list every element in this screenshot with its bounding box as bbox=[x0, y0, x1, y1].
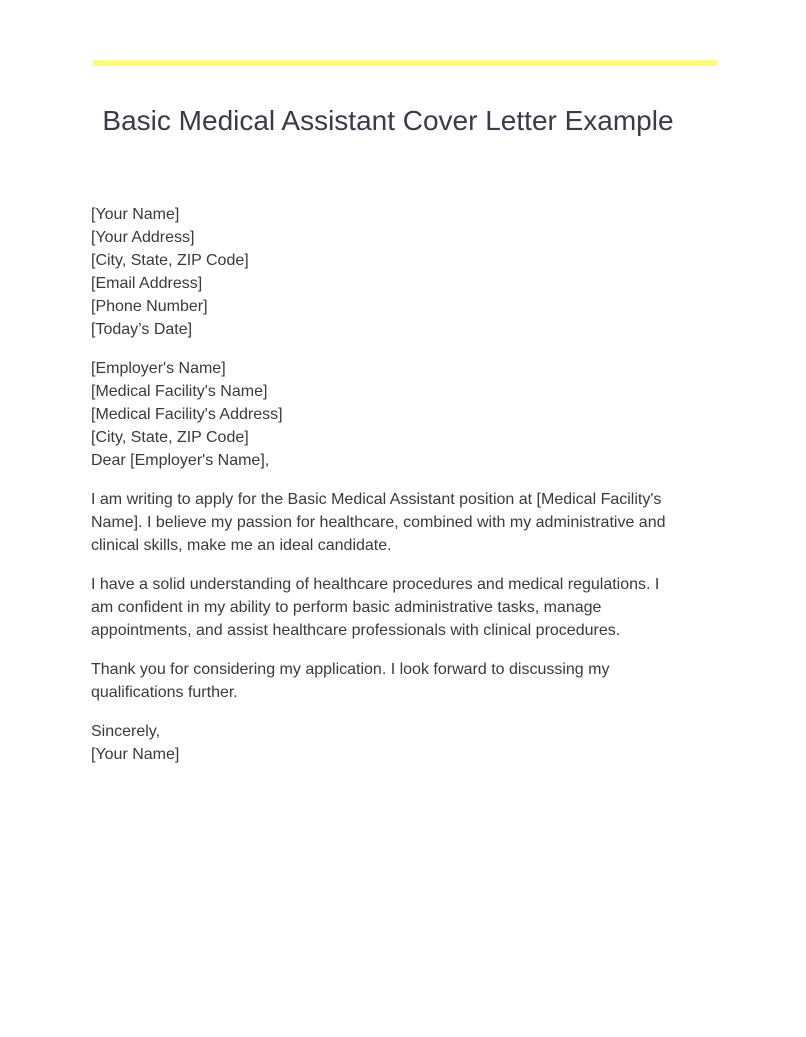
sign-off: Sincerely, bbox=[91, 723, 161, 740]
paragraph-intro: I am writing to apply for the Basic Medical Assistant position at [Medical Facility's Name]. I believe my passion for healthcare, combined with my administrative and clinical skills, make me an ideal candidate. bbox=[91, 491, 666, 554]
salutation: Dear [Employer's Name], bbox=[91, 452, 270, 469]
sender-phone: [Phone Number] bbox=[91, 298, 208, 315]
facility-name: [Medical Facility's Name] bbox=[91, 383, 268, 400]
employer-name: [Employer's Name] bbox=[91, 360, 226, 377]
sender-city-state-zip: [City, State, ZIP Code] bbox=[91, 252, 249, 269]
sender-name: [Your Name] bbox=[91, 206, 180, 223]
recipient-city-state-zip: [City, State, ZIP Code] bbox=[91, 429, 249, 446]
page-title: Basic Medical Assistant Cover Letter Example bbox=[102, 105, 674, 136]
signature-name: [Your Name] bbox=[91, 746, 180, 763]
letter-body bbox=[91, 203, 681, 782]
paragraph-qualifications: I have a solid understanding of healthcare procedures and medical regulations. I am confident in my ability to perform basic administrative tasks, manage appointments, and assist healthcare professionals with clinical procedures. bbox=[91, 576, 660, 639]
sender-block bbox=[91, 203, 681, 341]
letter-date: [Today’s Date] bbox=[91, 321, 193, 338]
sender-address: [Your Address] bbox=[91, 229, 195, 246]
closing-block bbox=[91, 720, 681, 766]
recipient-block bbox=[91, 357, 681, 472]
sender-email: [Email Address] bbox=[91, 275, 203, 292]
facility-address: [Medical Facility's Address] bbox=[91, 406, 283, 423]
accent-bar bbox=[93, 60, 717, 66]
paragraph-thanks: Thank you for considering my application. I look forward to discussing my qualifications further. bbox=[91, 661, 610, 701]
